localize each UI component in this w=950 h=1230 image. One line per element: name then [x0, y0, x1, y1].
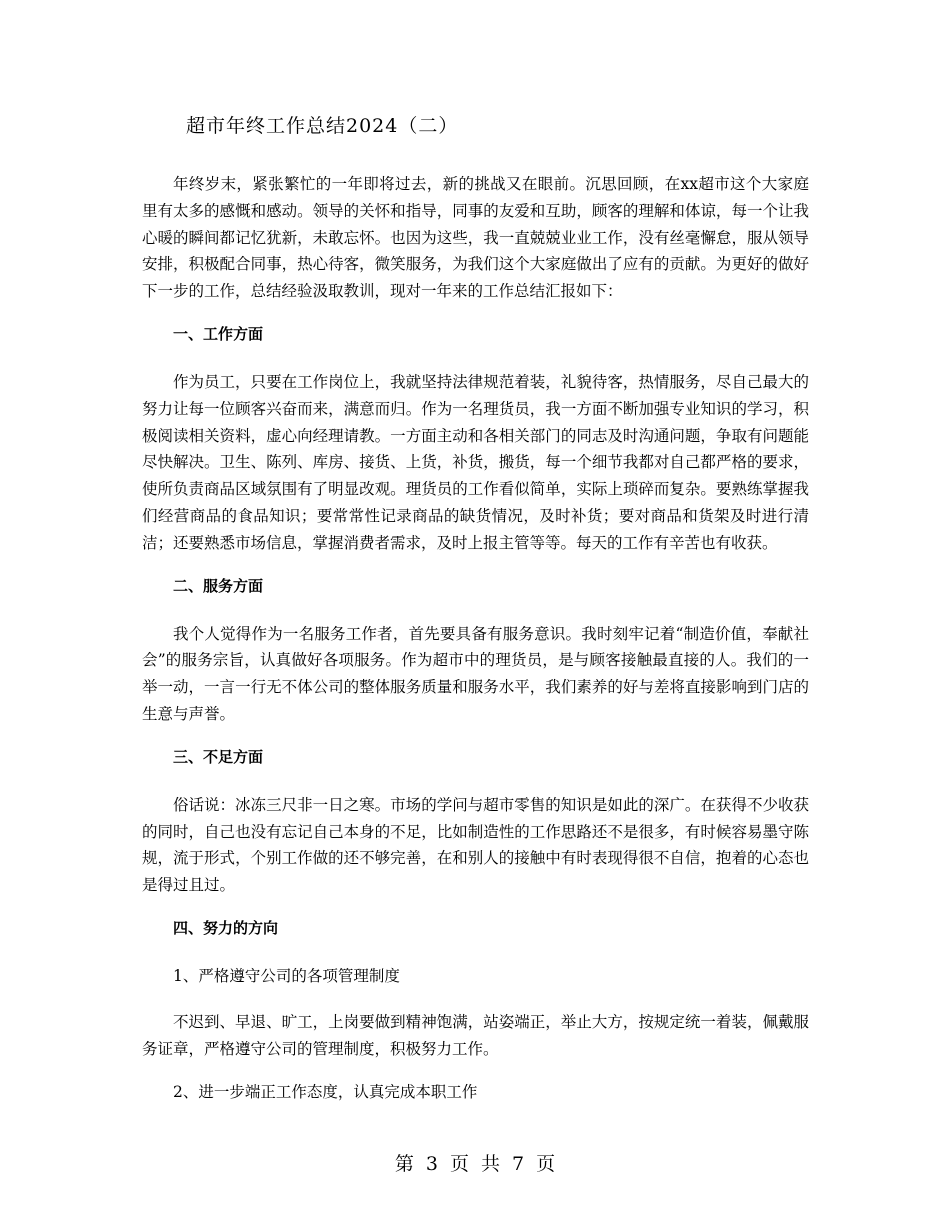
section-heading-direction: 四、努力的方向 [173, 918, 279, 937]
section-body-shortcomings: 俗话说：冰冻三尺非一日之寒。市场的学问与超市零售的知识是如此的深广。在获得不少收获的同时，自己也没有忘记自己本身的不足，比如制造性的工作思路还不是很多，有时候容易墨守陈规，流于形式，个别工作做的还不够完善，在和别人的接触中有时表现得很不自信，抱着的心态也是得过且过。 [142, 795, 809, 895]
section-body-work: 作为员工，只要在工作岗位上，我就坚持法律规范着装，礼貌待客，热情服务，尽自己最大的努力让每一位顾客兴奋而来，满意而归。作为一名理货员，我一方面不断加强专业知识的学习，积极阅读相关资料，虚心向经理请教。一方面主动和各相关部门的同志及时沟通问题，争取有问题能尽快解决。卫生、陈列、库房、接货、上货，补货，搬货，每一个细节我都对自己都严格的要求，使所负责商品区域氛围有了明显改观。理货员的工作看似简单，实际上琐碎而复杂。要熟练掌握我们经营商品的食品知识；要常常性记录商品的缺货情况，及时补货；要对商品和货架及时进行清洁；还要熟悉市场信息，掌握消费者需求，及时上报主管等等。每天的工作有辛苦也有收获。 [142, 372, 809, 552]
page-number-footer: 第 3 页 共 7 页 [394, 1153, 556, 1175]
intro-paragraph: 年终岁末，紧张繁忙的一年即将过去，新的挑战又在眼前。沉思回顾，在xx超市这个大家庭里有太多的感慨和感动。领导的关怀和指导，同事的友爱和互助，顾客的理解和体谅，每一个让我心暖的瞬间都记忆犹新，未敢忘怀。也因为这些，我一直兢兢业业工作，没有丝毫懈怠，服从领导安排，积极配合同事，热心待客，微笑服务，为我们这个大家庭做出了应有的贡献。为更好的做好下一步的工作，总结经验汲取教训，现对一年来的工作总结汇报如下： [142, 175, 809, 301]
section-heading-service: 二、服务方面 [173, 576, 264, 595]
section-heading-work: 一、工作方面 [173, 324, 264, 343]
direction-item-2: 2、进一步端正工作态度，认真完成本职工作 [173, 1082, 478, 1101]
direction-item-1: 1、严格遵守公司的各项管理制度 [173, 966, 400, 985]
section-body-service: 我个人觉得作为一名服务工作者，首先要具备有服务意识。我时刻牢记着“制造价值，奉献社会”的服务宗旨，认真做好各项服务。作为超市中的理货员，是与顾客接触最直接的人。我们的一举一动，一言一行无不体公司的整体服务质量和服务水平，我们素养的好与差将直接影响到门店的生意与声誉。 [142, 624, 809, 723]
page-title: 超市年终工作总结2024（二） [186, 115, 459, 137]
section-heading-shortcomings: 三、不足方面 [173, 747, 264, 766]
direction-item-1-body: 不迟到、早退、旷工，上岗要做到精神饱满，站姿端正，举止大方，按规定统一着装，佩戴服务证章，严格遵守公司的管理制度，积极努力工作。 [142, 1012, 809, 1058]
document-body [142, 171, 809, 1125]
